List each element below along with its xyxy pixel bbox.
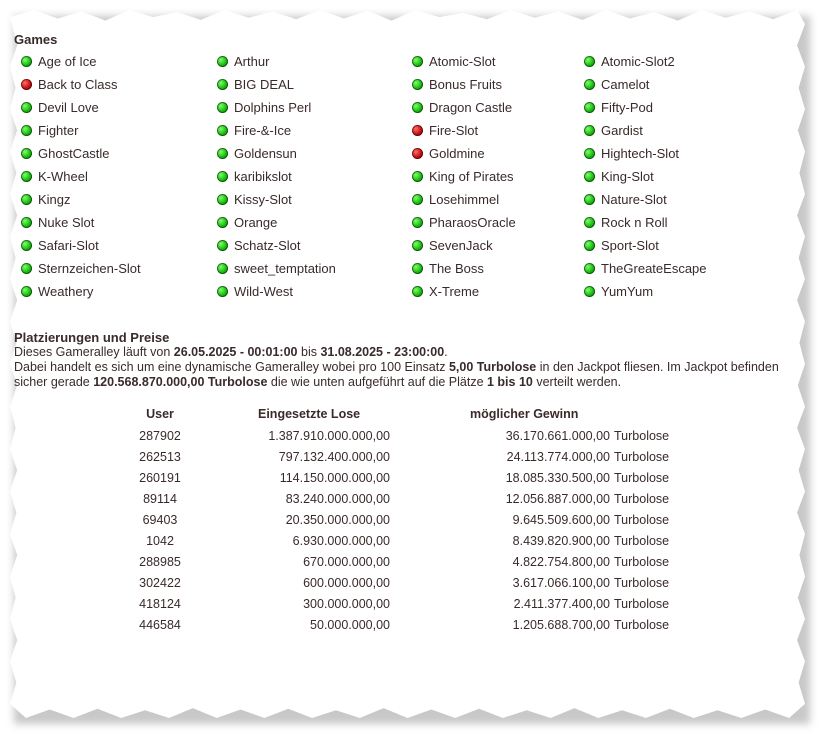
desc-text-d: verteilt werden.: [532, 375, 622, 389]
ranking-header-row: [130, 403, 684, 425]
status-dot-icon: [217, 148, 228, 159]
cell-win: 36.170.661.000,00: [505, 428, 610, 443]
game-label: Nuke Slot: [38, 215, 95, 230]
game-label: Bonus Fruits: [429, 77, 502, 92]
game-label: K-Wheel: [38, 169, 88, 184]
game-label: Gardist: [601, 123, 643, 138]
game-label: Arthur: [234, 54, 270, 69]
status-dot-icon: [217, 171, 228, 182]
game-label: YumYum: [601, 284, 654, 299]
cell-win: 24.113.774.000,00: [506, 449, 610, 464]
game-item[interactable]: [584, 96, 784, 119]
status-dot-icon: [584, 102, 595, 113]
cell-win: 18.085.330.500,00: [505, 470, 610, 485]
status-dot-icon: [217, 194, 228, 205]
cell-unit: Turbolose: [614, 512, 670, 527]
game-item[interactable]: [584, 73, 784, 96]
game-item[interactable]: [412, 165, 584, 188]
game-label: Fifty-Pod: [601, 100, 654, 115]
cell-user: 302422: [139, 575, 181, 590]
status-dot-icon: [21, 148, 32, 159]
game-label: Hightech-Slot: [601, 146, 680, 161]
cell-user: 288985: [139, 554, 181, 569]
cell-lose: 300.000.000,00: [303, 596, 390, 611]
game-item[interactable]: [21, 73, 217, 96]
game-label: Rock n Roll: [601, 215, 668, 230]
game-label: Safari-Slot: [38, 238, 99, 253]
game-item[interactable]: [584, 188, 784, 211]
game-item[interactable]: [412, 234, 584, 257]
game-label: Fighter: [38, 123, 79, 138]
status-dot-icon: [412, 217, 423, 228]
status-dot-icon: [412, 79, 423, 90]
game-item[interactable]: [584, 50, 784, 73]
cell-lose: 114.150.000.000,00: [279, 470, 390, 485]
status-dot-icon: [412, 148, 423, 159]
cell-unit: Turbolose: [614, 533, 670, 548]
game-label: Kissy-Slot: [234, 192, 292, 207]
table-row: [130, 467, 684, 488]
game-item[interactable]: [412, 257, 584, 280]
game-item[interactable]: [412, 142, 584, 165]
status-dot-icon: [217, 263, 228, 274]
status-dot-icon: [217, 56, 228, 67]
game-item[interactable]: [21, 96, 217, 119]
status-dot-icon: [412, 263, 423, 274]
status-dot-icon: [584, 171, 595, 182]
game-label: Orange: [234, 215, 278, 230]
game-item[interactable]: [217, 165, 412, 188]
game-label: Sternzeichen-Slot: [38, 261, 141, 276]
game-item[interactable]: [21, 211, 217, 234]
status-dot-icon: [21, 79, 32, 90]
game-item[interactable]: [21, 234, 217, 257]
table-row: [130, 509, 684, 530]
status-dot-icon: [217, 102, 228, 113]
game-item[interactable]: [584, 257, 784, 280]
status-dot-icon: [412, 102, 423, 113]
game-item[interactable]: [217, 73, 412, 96]
table-row: [130, 614, 684, 635]
game-label: Camelot: [601, 77, 650, 92]
table-row: [130, 425, 684, 446]
game-label: Schatz-Slot: [234, 238, 301, 253]
header-win: möglicher Gewinn: [470, 407, 579, 421]
status-dot-icon: [21, 171, 32, 182]
period-start: 26.05.2025 - 00:01:00: [173, 345, 298, 359]
status-dot-icon: [21, 240, 32, 251]
game-label: TheGreateEscape: [601, 261, 707, 276]
desc-text-b: in den Jackpot fliesen. Im Jackpot befinden sicher gerade: [14, 360, 779, 389]
game-item[interactable]: [217, 211, 412, 234]
status-dot-icon: [21, 286, 32, 297]
game-label: karibikslot: [234, 169, 292, 184]
status-dot-icon: [412, 56, 423, 67]
cell-lose: 797.132.400.000,00: [278, 449, 390, 464]
period-text-a: Dieses Gameralley läuft von: [14, 345, 174, 359]
game-item[interactable]: [584, 280, 784, 303]
placements-description: [14, 360, 794, 390]
game-label: GhostCastle: [38, 146, 110, 161]
cell-user: 89114: [143, 491, 177, 506]
table-row: [130, 551, 684, 572]
game-label: Atomic-Slot2: [601, 54, 675, 69]
period-text-c: .: [444, 345, 448, 359]
game-item[interactable]: [412, 211, 584, 234]
cell-lose: 50.000.000,00: [310, 617, 390, 632]
status-dot-icon: [412, 286, 423, 297]
game-label: Kingz: [38, 192, 71, 207]
cell-lose: 670.000.000,00: [303, 554, 390, 569]
game-label: SevenJack: [429, 238, 493, 253]
cell-win: 4.822.754.800,00: [512, 554, 610, 569]
cell-user: 418124: [139, 596, 181, 611]
header-user: User: [146, 407, 174, 421]
game-item[interactable]: [412, 188, 584, 211]
game-label: Dolphins Perl: [234, 100, 312, 115]
cell-unit: Turbolose: [614, 575, 670, 590]
cell-win: 8.439.820.900,00: [512, 533, 610, 548]
game-item[interactable]: [217, 188, 412, 211]
placements-period: [14, 345, 794, 360]
placements-title: Platzierungen und Preise: [14, 330, 170, 345]
game-label: Losehimmel: [429, 192, 500, 207]
status-dot-icon: [217, 286, 228, 297]
game-item[interactable]: [584, 119, 784, 142]
game-item[interactable]: [584, 142, 784, 165]
cell-unit: Turbolose: [614, 428, 670, 443]
status-dot-icon: [412, 194, 423, 205]
game-item[interactable]: [217, 257, 412, 280]
cell-unit: Turbolose: [614, 617, 670, 632]
cell-user: 1042: [146, 533, 174, 548]
game-label: BIG DEAL: [234, 77, 294, 92]
game-item[interactable]: [584, 234, 784, 257]
cell-lose: 1.387.910.000.000,00: [268, 428, 390, 443]
cell-unit: Turbolose: [614, 470, 670, 485]
game-label: Age of Ice: [38, 54, 97, 69]
game-label: Atomic-Slot: [429, 54, 496, 69]
game-item[interactable]: [21, 188, 217, 211]
ranking-table: [130, 403, 684, 635]
period-end: 31.08.2025 - 23:00:00: [320, 345, 445, 359]
desc-text-a: Dabei handelt es sich um eine dynamische Gameralley wobei pro 100 Einsatz: [14, 360, 449, 374]
status-dot-icon: [412, 125, 423, 136]
status-dot-icon: [21, 56, 32, 67]
table-row: [130, 572, 684, 593]
table-row: [130, 593, 684, 614]
status-dot-icon: [584, 125, 595, 136]
game-item[interactable]: [217, 234, 412, 257]
status-dot-icon: [584, 217, 595, 228]
game-item[interactable]: [412, 73, 584, 96]
game-item[interactable]: [21, 50, 217, 73]
game-item[interactable]: [21, 165, 217, 188]
status-dot-icon: [217, 79, 228, 90]
game-label: Devil Love: [38, 100, 99, 115]
game-label: Back to Class: [38, 77, 118, 92]
game-item[interactable]: [217, 119, 412, 142]
game-item[interactable]: [217, 50, 412, 73]
cell-user: 260191: [139, 470, 181, 485]
cell-win: 12.056.887.000,00: [505, 491, 610, 506]
game-item[interactable]: [217, 96, 412, 119]
game-label: sweet_temptation: [234, 261, 336, 276]
status-dot-icon: [584, 148, 595, 159]
game-label: Fire-Slot: [429, 123, 479, 138]
status-dot-icon: [217, 217, 228, 228]
status-dot-icon: [584, 286, 595, 297]
games-grid: [21, 50, 794, 303]
game-item[interactable]: [217, 142, 412, 165]
cell-user: 262513: [139, 449, 181, 464]
game-label: Sport-Slot: [601, 238, 659, 253]
status-dot-icon: [584, 56, 595, 67]
cell-lose: 83.240.000.000,00: [285, 491, 390, 506]
game-label: King-Slot: [601, 169, 654, 184]
game-label: Goldensun: [234, 146, 297, 161]
cell-unit: Turbolose: [614, 554, 670, 569]
game-item[interactable]: [412, 50, 584, 73]
game-label: The Boss: [429, 261, 484, 276]
cell-win: 3.617.066.100,00: [512, 575, 610, 590]
game-item[interactable]: [217, 280, 412, 303]
jackpot-total: 120.568.870.000,00 Turbolose: [93, 375, 268, 389]
placements-section: [14, 330, 794, 390]
cell-lose: 20.350.000.000,00: [285, 512, 390, 527]
game-item[interactable]: [21, 280, 217, 303]
cell-unit: Turbolose: [614, 596, 670, 611]
status-dot-icon: [21, 263, 32, 274]
table-row: [130, 488, 684, 509]
main-content: [14, 32, 794, 390]
status-dot-icon: [412, 171, 423, 182]
cell-unit: Turbolose: [614, 449, 670, 464]
game-label: King of Pirates: [429, 169, 514, 184]
status-dot-icon: [584, 194, 595, 205]
status-dot-icon: [21, 194, 32, 205]
cell-lose: 6.930.000.000,00: [292, 533, 390, 548]
game-item[interactable]: [412, 119, 584, 142]
table-row: [130, 530, 684, 551]
cell-unit: Turbolose: [614, 491, 670, 506]
jackpot-rate: 5,00 Turbolose: [448, 360, 537, 374]
games-title: Games: [14, 32, 58, 47]
status-dot-icon: [412, 240, 423, 251]
cell-user: 287902: [139, 428, 181, 443]
game-label: X-Treme: [429, 284, 480, 299]
status-dot-icon: [584, 240, 595, 251]
status-dot-icon: [217, 240, 228, 251]
cell-user: 446584: [139, 617, 181, 632]
header-lose: Eingesetzte Lose: [258, 407, 361, 421]
table-row: [130, 446, 684, 467]
game-item[interactable]: [412, 96, 584, 119]
cell-win: 2.411.377.400,00: [513, 596, 610, 611]
status-dot-icon: [21, 102, 32, 113]
game-label: PharaosOracle: [429, 215, 516, 230]
cell-lose: 600.000.000,00: [303, 575, 390, 590]
game-label: Weathery: [38, 284, 94, 299]
game-item[interactable]: [584, 211, 784, 234]
period-text-b: bis: [297, 345, 321, 359]
game-label: Goldmine: [429, 146, 485, 161]
status-dot-icon: [584, 263, 595, 274]
game-label: Wild-West: [234, 284, 293, 299]
desc-text-c: die wie unten aufgeführt auf die Plätze: [267, 375, 487, 389]
cell-win: 1.205.688.700,00: [512, 617, 610, 632]
game-item[interactable]: [412, 280, 584, 303]
cell-user: 69403: [142, 512, 178, 527]
places-range: 1 bis 10: [487, 375, 533, 389]
game-label: Nature-Slot: [601, 192, 667, 207]
game-item[interactable]: [584, 165, 784, 188]
status-dot-icon: [584, 79, 595, 90]
status-dot-icon: [21, 125, 32, 136]
game-item[interactable]: [21, 257, 217, 280]
game-label: Dragon Castle: [429, 100, 513, 115]
game-item[interactable]: [21, 119, 217, 142]
game-item[interactable]: [21, 142, 217, 165]
game-label: Fire-&-Ice: [234, 123, 292, 138]
cell-win: 9.645.509.600,00: [512, 512, 610, 527]
status-dot-icon: [21, 217, 32, 228]
status-dot-icon: [217, 125, 228, 136]
